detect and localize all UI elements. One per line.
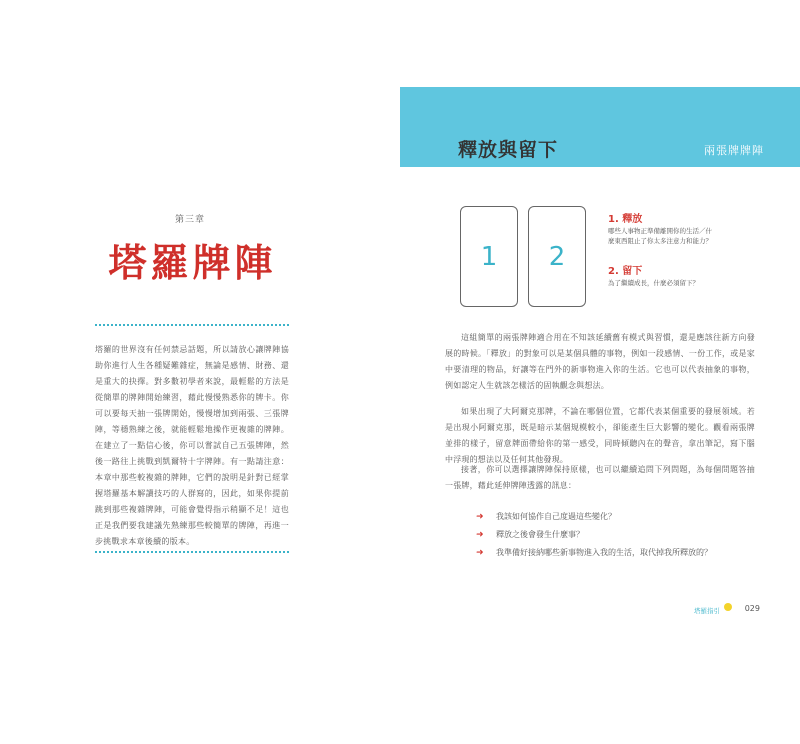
list-item xyxy=(476,508,712,526)
position-1-description: 哪些人事物正準備離開你的生活／什麼東西阻止了你太多注意力和能力？ xyxy=(608,227,712,245)
card-position-2: 2 xyxy=(528,206,586,307)
chapter-intro-text: 塔羅的世界沒有任何禁忌話題，所以請放心讓牌陣協助你進行人生各種疑難雜症，無論是感情、財務、還是重大的抉擇。對多數初學者來說，最輕鬆的方法是從簡單的牌陣開始練習，藉此慢慢熟悉你的牌卡。你可以要每天抽一張牌開始，慢慢增加到兩張、三張牌陣，等穩熟練之後，就能輕鬆地操作更複雜的牌陣。在建立了一點信心後，你可以嘗試自己五張牌陣，然後一路往上挑戰到凱爾特十字牌陣。有一點請注意：本章中那些較複雜的牌陣，它們的說明是針對已經掌握塔羅基本解讀技巧的人群寫的，因此，如果你提前跳到那些複雜牌陣，可能會覺得指示稍顯不足！這也正是我們要我建議先熟練那些較簡單的牌陣，再進一步挑戰求本章後續的版本。 xyxy=(95,345,289,546)
arrow-right-icon: ➜ xyxy=(476,548,484,558)
body-paragraph-3: 接著，你可以選擇讓牌陣保持原樣，也可以繼續追問下列問題，為每個問題答抽一張牌，藉此延伸牌陣透露的訊息： xyxy=(445,465,755,490)
position-2-title: 2. 留下 xyxy=(608,266,643,277)
bottom-dotted-divider xyxy=(95,551,289,553)
body-paragraph-2: 如果出現了大阿爾克那牌，不論在哪個位置，它都代表某個重要的發展領域。若是出現小阿爾克那，既是暗示某個規模較小，卻能產生巨大影響的變化。觀看兩張牌並排的樣子，留意牌面帶給你的第一感受，同時傾聽內在的聲音，拿出筆記，寫下腦中浮現的想法以及任何其他發現。 xyxy=(445,407,755,464)
top-dotted-divider xyxy=(95,324,289,326)
position-1-title: 1. 釋放 xyxy=(608,214,643,225)
position-2-description: 為了繼續成長，什麼必須留下？ xyxy=(608,279,699,287)
chapter-title: 塔羅牌陣 xyxy=(108,240,277,285)
body-paragraph-1: 這組簡單的兩張牌陣適合用在不知該延續舊有模式與習慣，還是應該往新方向發展的時候。「釋放」的對象可以是某個具體的事物，例如一段感情、一份工作，或是家中要清理的物品，好讓等在門外的新事物進入你的生活。它也可以代表抽象的事物，例如認定人生就該怎樣活的固執觀念與想法。 xyxy=(445,333,755,390)
list-item xyxy=(476,544,712,562)
arrow-right-icon: ➜ xyxy=(476,530,484,540)
question-text: 釋放之後會發生什麼事？ xyxy=(496,530,584,539)
question-text: 我該如何協作自己度過這些變化？ xyxy=(496,512,616,521)
spread-subtitle: 兩張牌牌陣 xyxy=(704,144,764,157)
spread-header-band xyxy=(400,87,800,167)
right-page xyxy=(400,0,800,744)
follow-up-question-list xyxy=(476,508,712,562)
question-text: 我準備好接納哪些新事物進入我的生活，取代掉我所釋放的？ xyxy=(496,548,712,557)
chapter-label: 第三章 xyxy=(174,215,205,225)
footer-dot-icon xyxy=(724,603,732,611)
footer-section-name: 塔羅指引 xyxy=(694,607,720,615)
arrow-right-icon: ➜ xyxy=(476,512,484,522)
card-position-1: 1 xyxy=(460,206,518,307)
list-item xyxy=(476,526,712,544)
page-number: 029 xyxy=(744,604,760,613)
spread-title: 釋放與留下 xyxy=(458,139,559,161)
